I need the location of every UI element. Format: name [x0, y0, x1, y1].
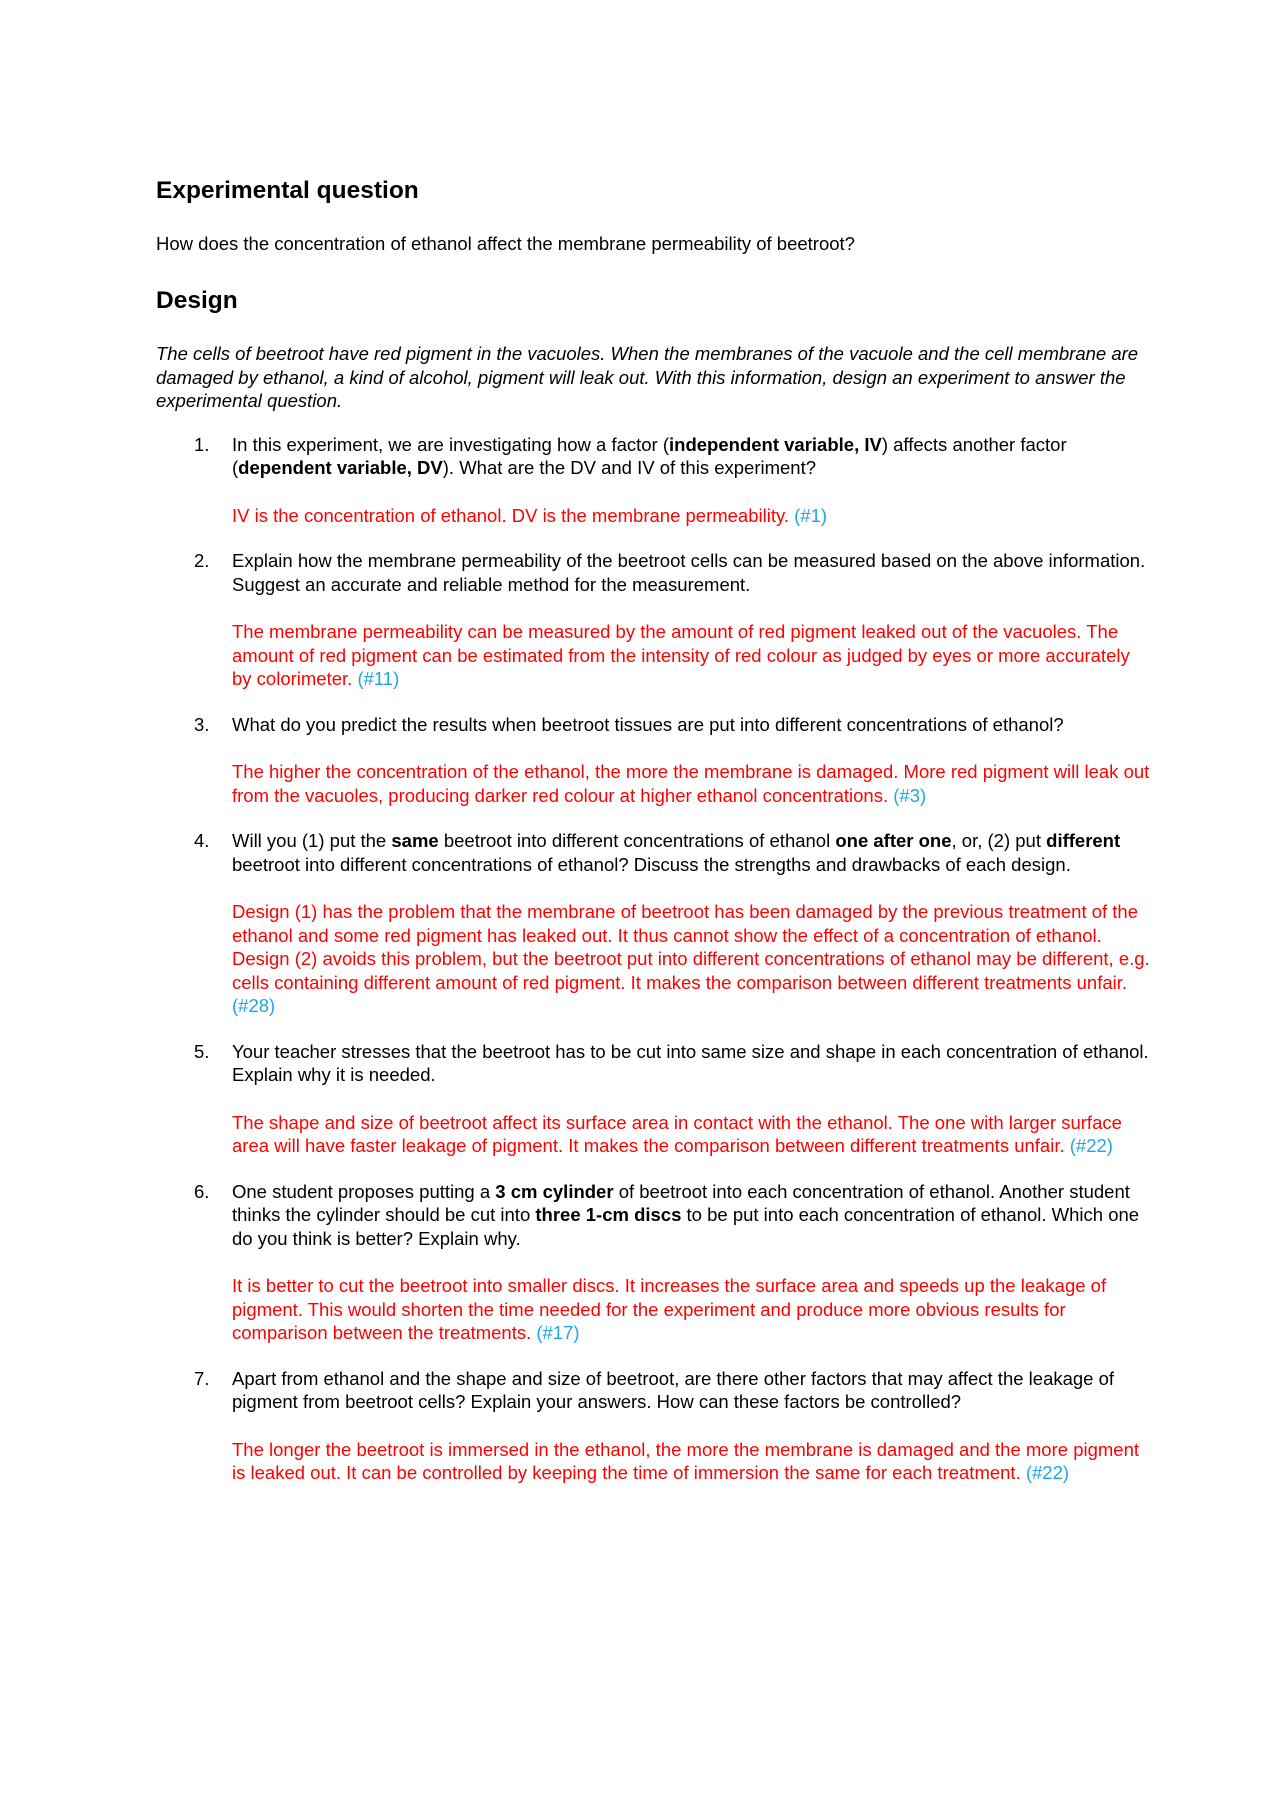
item-answer: [232, 1438, 1150, 1485]
answer-reference: (#22): [1069, 1135, 1113, 1156]
answer-reference: (#11): [357, 668, 400, 689]
item-answer: [232, 504, 1150, 528]
experimental-question-text: How does the concentration of ethanol affect the membrane permeability of beetroot?: [156, 233, 855, 254]
answer-reference: (#28): [232, 995, 276, 1016]
question-text-run: Will you (1) put the: [232, 830, 392, 851]
question-text-run: to be put into each concentration of ethanol. Which one do you think is better? Explain why.: [232, 1204, 1140, 1249]
question-text-run: beetroot into different concentrations of ethanol: [438, 830, 836, 851]
item-number: 5.: [194, 1040, 210, 1062]
answer-text: It is better to cut the beetroot into smaller discs. It increases the surface area and speeds up the leakage of pigment. This would shorten the time needed for the experiment and produce more obvious results for comparison between the treatments.: [232, 1275, 1107, 1343]
design-heading: Design: [156, 287, 238, 314]
answer-reference: (#17): [536, 1322, 580, 1343]
list-item: [156, 1367, 1150, 1485]
item-number: 1.: [194, 433, 210, 455]
answer-reference: (#1): [794, 504, 828, 526]
design-question-list: [156, 433, 1150, 1485]
experimental-question-heading: Experimental question: [156, 177, 419, 204]
design-intro: The cells of beetroot have red pigment in the vacuoles. When the membranes of the vacuole and the cell membrane are damaged by ethanol, a kind of alcohol, pigment will leak out. With this information, design an experiment to answer the experimental question.: [156, 343, 1139, 411]
question-text-run: , or, (2) put: [951, 830, 1047, 851]
question-text-run: One student proposes putting a: [232, 1180, 496, 1202]
question-text-run: Apart from ethanol and the shape and size of beetroot, are there other factors that may affect the leakage of pigment from beetroot cells? Explain your answers. How can these factors be controlled?: [232, 1367, 1115, 1412]
question-text-run: Your teacher stresses that the beetroot has to be cut into same size and shape in each concentration of ethanol. Explain why it is needed.: [232, 1040, 1149, 1085]
item-number: 3.: [194, 713, 210, 735]
bold-term: same: [391, 830, 439, 851]
item-question: [232, 1040, 1150, 1087]
question-text-run: beetroot into different concentrations of ethanol? Discuss the strengths and drawbacks of each design.: [232, 853, 1071, 875]
item-question: [232, 549, 1150, 596]
item-question: [232, 433, 1150, 480]
item-body: [232, 433, 1150, 528]
item-answer: [232, 1111, 1150, 1158]
item-question: [232, 1367, 1150, 1414]
list-item: [156, 549, 1150, 691]
item-body: [232, 549, 1150, 691]
answer-text: The higher the concentration of the ethanol, the more the membrane is damaged. More red pigment will leak out from the vacuoles, producing darker red colour at higher ethanol concentrations.: [232, 761, 1150, 806]
question-text-run: In this experiment, we are investigating how a factor (: [232, 433, 670, 455]
item-answer: [232, 620, 1150, 691]
bold-term: three 1-cm discs: [535, 1204, 682, 1225]
list-item: [156, 713, 1150, 808]
item-question: [232, 713, 1150, 737]
list-item: [156, 829, 1150, 1018]
list-item: [156, 1040, 1150, 1158]
bold-term: 3 cm cylinder: [495, 1180, 614, 1202]
question-text-run: Explain how the membrane permeability of the beetroot cells can be measured based on the above information. Suggest an accurate and reliable method for the measurement.: [232, 550, 1146, 595]
item-question: [232, 1180, 1150, 1251]
item-answer: [232, 1274, 1150, 1345]
item-number: 2.: [194, 550, 210, 571]
answer-reference: (#22): [1025, 1462, 1070, 1483]
answer-text: The longer the beetroot is immersed in the ethanol, the more the membrane is damaged and the more pigment is leaked out. It can be controlled by keeping the time of immersion the same for each treatment.: [232, 1438, 1140, 1483]
item-body: [232, 713, 1150, 808]
item-answer: [232, 760, 1150, 807]
item-number: 7.: [194, 1367, 210, 1389]
bold-term: independent variable, IV: [669, 433, 882, 455]
bold-term: dependent variable, DV: [238, 457, 443, 478]
item-answer: [232, 900, 1150, 1018]
answer-text: The membrane permeability can be measured by the amount of red pigment leaked out of the vacuoles. The amount of red pigment can be estimated from the intensity of red colour as judged by eyes or more accurately by colorimeter.: [232, 621, 1130, 689]
question-text-run: ). What are the DV and IV of this experiment?: [442, 457, 817, 478]
item-body: [232, 1367, 1150, 1485]
answer-text: Design (1) has the problem that the membrane of beetroot has been damaged by the previous treatment of the ethanol and some red pigment has leaked out. It thus cannot show the effect of a concentration of ethanol. Design (2) avoids this problem, but the beetroot put into different concentrations of ethanol may be different, e.g. cells containing different amount of red pigment. It makes the comparison between different treatments unfair.: [232, 901, 1150, 993]
answer-text: The shape and size of beetroot affect its surface area in contact with the ethanol. The one with larger surface area will have faster leakage of pigment. It makes the comparison between different treatments unfair.: [232, 1111, 1122, 1156]
item-number: 6.: [194, 1180, 210, 1202]
item-body: [232, 1180, 1150, 1345]
question-text-run: What do you predict the results when beetroot tissues are put into different concentrations of ethanol?: [232, 713, 1064, 735]
list-item: [156, 433, 1150, 528]
item-question: [232, 829, 1150, 876]
question-text-run: of beetroot into each concentration of ethanol. Another student thinks the cylinder should be cut into: [232, 1180, 1130, 1225]
item-number: 4.: [194, 830, 210, 851]
list-item: [156, 1180, 1150, 1345]
answer-text: IV is the concentration of ethanol. DV is the membrane permeability.: [232, 504, 789, 526]
answer-reference: (#3): [893, 784, 927, 806]
bold-term: one after one: [835, 830, 952, 851]
item-body: [232, 1040, 1150, 1158]
question-text-run: ) affects another factor (: [232, 433, 1067, 478]
bold-term: different: [1046, 830, 1121, 851]
item-body: [232, 829, 1150, 1018]
